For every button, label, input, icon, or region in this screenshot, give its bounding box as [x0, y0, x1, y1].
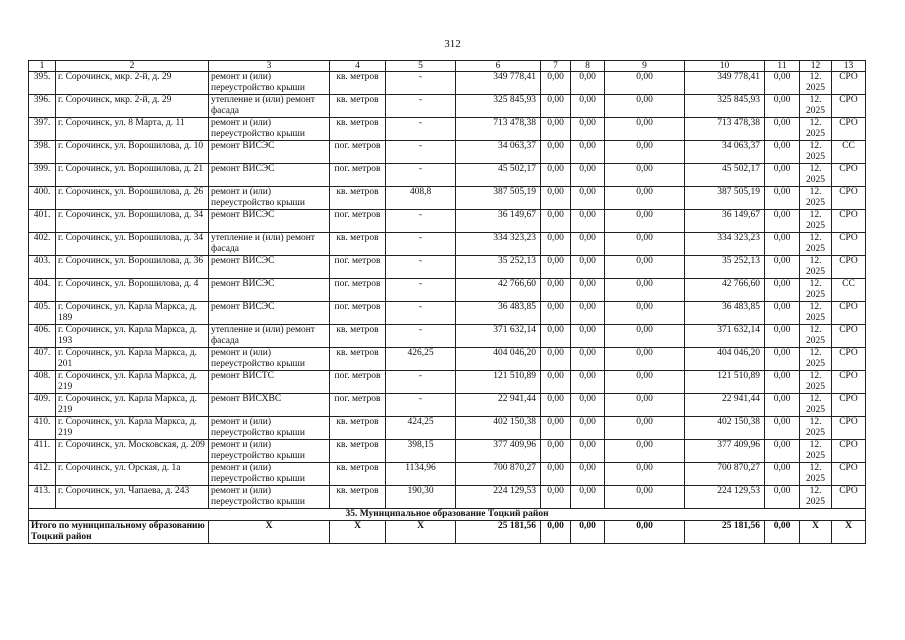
address-cell: г. Сорочинск, ул. Карла Маркса, д. 193 — [56, 325, 209, 348]
cost-col7-cell: 0,00 — [541, 463, 571, 486]
column-number-header: 8 — [571, 61, 605, 72]
area-cell: 424,25 — [386, 417, 456, 440]
column-number-header: 9 — [605, 61, 685, 72]
cost-col11-cell: 0,00 — [765, 348, 800, 371]
unit-cell: кв. метров — [330, 325, 386, 348]
cost-col8-cell: 0,00 — [571, 417, 605, 440]
deadline-cell: 12. 2025 — [800, 164, 832, 187]
table-row — [29, 394, 866, 417]
column-number-header: 5 — [386, 61, 456, 72]
method-cell: СРО — [832, 256, 866, 279]
address-cell: г. Сорочинск, ул. Карла Маркса, д. 219 — [56, 371, 209, 394]
unit-cell: пог. метров — [330, 279, 386, 302]
area-cell: - — [386, 371, 456, 394]
area-cell: - — [386, 95, 456, 118]
total-cost-cell: 700 870,27 — [456, 463, 541, 486]
area-cell: - — [386, 164, 456, 187]
method-cell: СРО — [832, 417, 866, 440]
cost-col9-cell: 0,00 — [605, 141, 685, 164]
method-cell: СРО — [832, 440, 866, 463]
total-c4-cell: X — [330, 521, 386, 544]
table-row — [29, 164, 866, 187]
address-cell: г. Сорочинск, ул. Карла Маркса, д. 201 — [56, 348, 209, 371]
total-cost-cell: 224 129,53 — [456, 486, 541, 509]
cost-col8-cell: 0,00 — [571, 256, 605, 279]
row-number: 397. — [29, 118, 56, 141]
cost-col8-cell: 0,00 — [571, 72, 605, 95]
work-type-cell: ремонт и (или) переустройство крыши — [209, 118, 330, 141]
method-cell: СРО — [832, 210, 866, 233]
cost-col9-cell: 0,00 — [605, 302, 685, 325]
area-cell: - — [386, 72, 456, 95]
table-row — [29, 463, 866, 486]
row-number: 411. — [29, 440, 56, 463]
total-c13-cell: X — [832, 521, 866, 544]
method-cell: СРО — [832, 164, 866, 187]
work-type-cell: ремонт ВИСЭС — [209, 141, 330, 164]
deadline-cell: 12. 2025 — [800, 256, 832, 279]
total-cost-cell: 121 510,89 — [456, 371, 541, 394]
unit-cell: пог. метров — [330, 164, 386, 187]
cost-col10-cell: 36 149,67 — [685, 210, 765, 233]
area-cell: 190,30 — [386, 486, 456, 509]
cost-col9-cell: 0,00 — [605, 348, 685, 371]
deadline-cell: 12. 2025 — [800, 302, 832, 325]
cost-col8-cell: 0,00 — [571, 141, 605, 164]
cost-col11-cell: 0,00 — [765, 210, 800, 233]
cost-col11-cell: 0,00 — [765, 486, 800, 509]
table-row — [29, 417, 866, 440]
deadline-cell: 12. 2025 — [800, 210, 832, 233]
row-number: 400. — [29, 187, 56, 210]
unit-cell: пог. метров — [330, 371, 386, 394]
cost-col7-cell: 0,00 — [541, 72, 571, 95]
area-cell: - — [386, 233, 456, 256]
cost-col8-cell: 0,00 — [571, 394, 605, 417]
table-row — [29, 256, 866, 279]
cost-col7-cell: 0,00 — [541, 95, 571, 118]
cost-col7-cell: 0,00 — [541, 141, 571, 164]
cost-col8-cell: 0,00 — [571, 486, 605, 509]
deadline-cell: 12. 2025 — [800, 440, 832, 463]
column-number-header: 1 — [29, 61, 56, 72]
cost-col10-cell: 334 323,23 — [685, 233, 765, 256]
deadline-cell: 12. 2025 — [800, 95, 832, 118]
area-cell: - — [386, 325, 456, 348]
cost-col10-cell: 371 632,14 — [685, 325, 765, 348]
area-cell: 408,8 — [386, 187, 456, 210]
method-cell: СРО — [832, 371, 866, 394]
work-type-cell: ремонт и (или) переустройство крыши — [209, 463, 330, 486]
cost-col9-cell: 0,00 — [605, 279, 685, 302]
cost-col10-cell: 700 870,27 — [685, 463, 765, 486]
table-row — [29, 95, 866, 118]
row-number: 399. — [29, 164, 56, 187]
cost-col10-cell: 35 252,13 — [685, 256, 765, 279]
cost-col11-cell: 0,00 — [765, 302, 800, 325]
row-number: 404. — [29, 279, 56, 302]
row-number: 410. — [29, 417, 56, 440]
cost-col11-cell: 0,00 — [765, 325, 800, 348]
row-number: 401. — [29, 210, 56, 233]
unit-cell: кв. метров — [330, 187, 386, 210]
cost-col10-cell: 713 478,38 — [685, 118, 765, 141]
unit-cell: кв. метров — [330, 348, 386, 371]
work-type-cell: ремонт ВИСЭС — [209, 164, 330, 187]
total-c12-cell: X — [800, 521, 832, 544]
total-c3-cell: X — [209, 521, 330, 544]
total-cost-cell: 45 502,17 — [456, 164, 541, 187]
address-cell: г. Сорочинск, ул. Московская, д. 209 — [56, 440, 209, 463]
deadline-cell: 12. 2025 — [800, 118, 832, 141]
cost-col8-cell: 0,00 — [571, 302, 605, 325]
cost-col7-cell: 0,00 — [541, 279, 571, 302]
work-type-cell: ремонт ВИСХВС — [209, 394, 330, 417]
total-cost-cell: 36 149,67 — [456, 210, 541, 233]
total-row — [29, 521, 866, 544]
method-cell: СРО — [832, 463, 866, 486]
cost-col10-cell: 325 845,93 — [685, 95, 765, 118]
column-number-header: 3 — [209, 61, 330, 72]
address-cell: г. Сорочинск, ул. Ворошилова, д. 21 — [56, 164, 209, 187]
cost-col7-cell: 0,00 — [541, 256, 571, 279]
deadline-cell: 12. 2025 — [800, 72, 832, 95]
address-cell: г. Сорочинск, ул. Карла Маркса, д. 189 — [56, 302, 209, 325]
address-cell: г. Сорочинск, ул. Ворошилова, д. 10 — [56, 141, 209, 164]
section-title: 35. Муниципальное образование Тоцкий район — [29, 509, 866, 521]
cost-col7-cell: 0,00 — [541, 233, 571, 256]
work-type-cell: утепление и (или) ремонт фасада — [209, 325, 330, 348]
address-cell: г. Сорочинск, ул. 8 Марта, д. 11 — [56, 118, 209, 141]
cost-col7-cell: 0,00 — [541, 164, 571, 187]
cost-col8-cell: 0,00 — [571, 233, 605, 256]
unit-cell: пог. метров — [330, 394, 386, 417]
deadline-cell: 12. 2025 — [800, 233, 832, 256]
cost-col10-cell: 36 483,85 — [685, 302, 765, 325]
area-cell: - — [386, 210, 456, 233]
method-cell: СРО — [832, 348, 866, 371]
cost-col8-cell: 0,00 — [571, 279, 605, 302]
cost-col10-cell: 349 778,41 — [685, 72, 765, 95]
total-label: Итого по муниципальному образованию Тоцкий район — [29, 521, 209, 544]
area-cell: - — [386, 118, 456, 141]
unit-cell: пог. метров — [330, 210, 386, 233]
row-number: 408. — [29, 371, 56, 394]
cost-col7-cell: 0,00 — [541, 417, 571, 440]
deadline-cell: 12. 2025 — [800, 187, 832, 210]
table-row — [29, 210, 866, 233]
cost-col7-cell: 0,00 — [541, 187, 571, 210]
table-row — [29, 371, 866, 394]
total-c8-cell: 0,00 — [571, 521, 605, 544]
cost-col9-cell: 0,00 — [605, 118, 685, 141]
column-number-header: 10 — [685, 61, 765, 72]
table-row — [29, 302, 866, 325]
column-number-header: 11 — [765, 61, 800, 72]
deadline-cell: 12. 2025 — [800, 371, 832, 394]
cost-col11-cell: 0,00 — [765, 141, 800, 164]
work-type-cell: ремонт ВИСЭС — [209, 210, 330, 233]
total-cost-cell: 334 323,23 — [456, 233, 541, 256]
cost-col9-cell: 0,00 — [605, 325, 685, 348]
total-cost-cell: 325 845,93 — [456, 95, 541, 118]
total-cost-cell: 34 063,37 — [456, 141, 541, 164]
cost-col7-cell: 0,00 — [541, 371, 571, 394]
total-cost-cell: 387 505,19 — [456, 187, 541, 210]
unit-cell: кв. метров — [330, 463, 386, 486]
total-c6-cell: 25 181,56 — [456, 521, 541, 544]
cost-col11-cell: 0,00 — [765, 118, 800, 141]
address-cell: г. Сорочинск, ул. Карла Маркса, д. 219 — [56, 417, 209, 440]
table-row — [29, 118, 866, 141]
table-row — [29, 348, 866, 371]
cost-col10-cell: 22 941,44 — [685, 394, 765, 417]
work-type-cell: ремонт ВИСТС — [209, 371, 330, 394]
total-cost-cell: 35 252,13 — [456, 256, 541, 279]
cost-col10-cell: 224 129,53 — [685, 486, 765, 509]
area-cell: - — [386, 256, 456, 279]
work-type-cell: ремонт ВИСЭС — [209, 256, 330, 279]
work-type-cell: утепление и (или) ремонт фасада — [209, 95, 330, 118]
method-cell: СРО — [832, 486, 866, 509]
deadline-cell: 12. 2025 — [800, 325, 832, 348]
column-number-header: 6 — [456, 61, 541, 72]
cost-col7-cell: 0,00 — [541, 210, 571, 233]
cost-col9-cell: 0,00 — [605, 394, 685, 417]
capital-repair-table — [28, 60, 866, 544]
cost-col8-cell: 0,00 — [571, 348, 605, 371]
table-row — [29, 440, 866, 463]
cost-col11-cell: 0,00 — [765, 164, 800, 187]
unit-cell: кв. метров — [330, 486, 386, 509]
cost-col9-cell: 0,00 — [605, 486, 685, 509]
cost-col10-cell: 45 502,17 — [685, 164, 765, 187]
cost-col11-cell: 0,00 — [765, 440, 800, 463]
cost-col8-cell: 0,00 — [571, 118, 605, 141]
cost-col9-cell: 0,00 — [605, 256, 685, 279]
row-number: 395. — [29, 72, 56, 95]
cost-col8-cell: 0,00 — [571, 164, 605, 187]
total-cost-cell: 22 941,44 — [456, 394, 541, 417]
row-number: 406. — [29, 325, 56, 348]
cost-col10-cell: 387 505,19 — [685, 187, 765, 210]
row-number: 409. — [29, 394, 56, 417]
method-cell: СРО — [832, 394, 866, 417]
cost-col10-cell: 402 150,38 — [685, 417, 765, 440]
work-type-cell: ремонт и (или) переустройство крыши — [209, 440, 330, 463]
unit-cell: кв. метров — [330, 95, 386, 118]
cost-col11-cell: 0,00 — [765, 417, 800, 440]
work-type-cell: ремонт ВИСЭС — [209, 279, 330, 302]
unit-cell: кв. метров — [330, 72, 386, 95]
work-type-cell: ремонт и (или) переустройство крыши — [209, 187, 330, 210]
cost-col11-cell: 0,00 — [765, 463, 800, 486]
cost-col9-cell: 0,00 — [605, 164, 685, 187]
deadline-cell: 12. 2025 — [800, 348, 832, 371]
area-cell: - — [386, 394, 456, 417]
column-number-header: 13 — [832, 61, 866, 72]
unit-cell: кв. метров — [330, 417, 386, 440]
cost-col8-cell: 0,00 — [571, 371, 605, 394]
method-cell: СРО — [832, 72, 866, 95]
total-cost-cell: 713 478,38 — [456, 118, 541, 141]
row-number: 403. — [29, 256, 56, 279]
cost-col9-cell: 0,00 — [605, 187, 685, 210]
method-cell: СРО — [832, 118, 866, 141]
address-cell: г. Сорочинск, ул. Ворошилова, д. 4 — [56, 279, 209, 302]
cost-col11-cell: 0,00 — [765, 256, 800, 279]
unit-cell: кв. метров — [330, 118, 386, 141]
unit-cell: кв. метров — [330, 233, 386, 256]
cost-col9-cell: 0,00 — [605, 417, 685, 440]
cost-col10-cell: 34 063,37 — [685, 141, 765, 164]
total-c7-cell: 0,00 — [541, 521, 571, 544]
column-number-header: 7 — [541, 61, 571, 72]
column-number-header-row — [29, 61, 866, 72]
area-cell: - — [386, 141, 456, 164]
method-cell: СРО — [832, 233, 866, 256]
cost-col10-cell: 42 766,60 — [685, 279, 765, 302]
total-cost-cell: 42 766,60 — [456, 279, 541, 302]
address-cell: г. Сорочинск, ул. Ворошилова, д. 34 — [56, 210, 209, 233]
cost-col7-cell: 0,00 — [541, 118, 571, 141]
table-row — [29, 325, 866, 348]
deadline-cell: 12. 2025 — [800, 486, 832, 509]
cost-col9-cell: 0,00 — [605, 95, 685, 118]
address-cell: г. Сорочинск, ул. Ворошилова, д. 36 — [56, 256, 209, 279]
method-cell: СРО — [832, 95, 866, 118]
table-row — [29, 486, 866, 509]
cost-col8-cell: 0,00 — [571, 95, 605, 118]
work-type-cell: ремонт ВИСЭС — [209, 302, 330, 325]
address-cell: г. Сорочинск, мкр. 2-й, д. 29 — [56, 72, 209, 95]
address-cell: г. Сорочинск, ул. Карла Маркса, д. 219 — [56, 394, 209, 417]
cost-col8-cell: 0,00 — [571, 187, 605, 210]
total-cost-cell: 404 046,20 — [456, 348, 541, 371]
address-cell: г. Сорочинск, ул. Чапаева, д. 243 — [56, 486, 209, 509]
total-cost-cell: 402 150,38 — [456, 417, 541, 440]
total-c10-cell: 25 181,56 — [685, 521, 765, 544]
deadline-cell: 12. 2025 — [800, 279, 832, 302]
deadline-cell: 12. 2025 — [800, 417, 832, 440]
method-cell: СРО — [832, 187, 866, 210]
cost-col8-cell: 0,00 — [571, 325, 605, 348]
total-cost-cell: 377 409,96 — [456, 440, 541, 463]
table-row — [29, 279, 866, 302]
total-cost-cell: 36 483,85 — [456, 302, 541, 325]
method-cell: СРО — [832, 302, 866, 325]
cost-col11-cell: 0,00 — [765, 371, 800, 394]
deadline-cell: 12. 2025 — [800, 141, 832, 164]
cost-col10-cell: 404 046,20 — [685, 348, 765, 371]
cost-col9-cell: 0,00 — [605, 210, 685, 233]
work-type-cell: утепление и (или) ремонт фасада — [209, 233, 330, 256]
area-cell: 426,25 — [386, 348, 456, 371]
cost-col9-cell: 0,00 — [605, 463, 685, 486]
address-cell: г. Сорочинск, ул. Ворошилова, д. 34 — [56, 233, 209, 256]
cost-col9-cell: 0,00 — [605, 233, 685, 256]
method-cell: СРО — [832, 325, 866, 348]
table-row — [29, 187, 866, 210]
address-cell: г. Сорочинск, ул. Ворошилова, д. 26 — [56, 187, 209, 210]
total-cost-cell: 349 778,41 — [456, 72, 541, 95]
total-c11-cell: 0,00 — [765, 521, 800, 544]
area-cell: - — [386, 302, 456, 325]
deadline-cell: 12. 2025 — [800, 463, 832, 486]
method-cell: СС — [832, 279, 866, 302]
deadline-cell: 12. 2025 — [800, 394, 832, 417]
total-cost-cell: 371 632,14 — [456, 325, 541, 348]
cost-col7-cell: 0,00 — [541, 486, 571, 509]
work-type-cell: ремонт и (или) переустройство крыши — [209, 486, 330, 509]
total-c9-cell: 0,00 — [605, 521, 685, 544]
page-number: 312 — [444, 38, 461, 50]
cost-col11-cell: 0,00 — [765, 394, 800, 417]
area-cell: 398,15 — [386, 440, 456, 463]
cost-col11-cell: 0,00 — [765, 72, 800, 95]
row-number: 398. — [29, 141, 56, 164]
work-type-cell: ремонт и (или) переустройство крыши — [209, 348, 330, 371]
cost-col9-cell: 0,00 — [605, 72, 685, 95]
column-number-header: 4 — [330, 61, 386, 72]
row-number: 405. — [29, 302, 56, 325]
section-row — [29, 509, 866, 521]
cost-col7-cell: 0,00 — [541, 325, 571, 348]
cost-col11-cell: 0,00 — [765, 279, 800, 302]
row-number: 402. — [29, 233, 56, 256]
area-cell: 1134,96 — [386, 463, 456, 486]
cost-col8-cell: 0,00 — [571, 463, 605, 486]
table-row — [29, 233, 866, 256]
work-type-cell: ремонт и (или) переустройство крыши — [209, 417, 330, 440]
cost-col10-cell: 121 510,89 — [685, 371, 765, 394]
cost-col7-cell: 0,00 — [541, 348, 571, 371]
unit-cell: пог. метров — [330, 256, 386, 279]
cost-col11-cell: 0,00 — [765, 95, 800, 118]
address-cell: г. Сорочинск, мкр. 2-й, д. 29 — [56, 95, 209, 118]
table-row — [29, 72, 866, 95]
cost-col10-cell: 377 409,96 — [685, 440, 765, 463]
unit-cell: пог. метров — [330, 302, 386, 325]
row-number: 396. — [29, 95, 56, 118]
row-number: 412. — [29, 463, 56, 486]
column-number-header: 2 — [56, 61, 209, 72]
address-cell: г. Сорочинск, ул. Орская, д. 1а — [56, 463, 209, 486]
cost-col8-cell: 0,00 — [571, 210, 605, 233]
cost-col7-cell: 0,00 — [541, 302, 571, 325]
area-cell: - — [386, 279, 456, 302]
row-number: 407. — [29, 348, 56, 371]
cost-col11-cell: 0,00 — [765, 187, 800, 210]
row-number: 413. — [29, 486, 56, 509]
cost-col8-cell: 0,00 — [571, 440, 605, 463]
cost-col7-cell: 0,00 — [541, 394, 571, 417]
cost-col11-cell: 0,00 — [765, 233, 800, 256]
unit-cell: пог. метров — [330, 141, 386, 164]
table-row — [29, 141, 866, 164]
cost-col9-cell: 0,00 — [605, 371, 685, 394]
column-number-header: 12 — [800, 61, 832, 72]
method-cell: СС — [832, 141, 866, 164]
unit-cell: кв. метров — [330, 440, 386, 463]
total-c5-cell: X — [386, 521, 456, 544]
cost-col9-cell: 0,00 — [605, 440, 685, 463]
work-type-cell: ремонт и (или) переустройство крыши — [209, 72, 330, 95]
cost-col7-cell: 0,00 — [541, 440, 571, 463]
